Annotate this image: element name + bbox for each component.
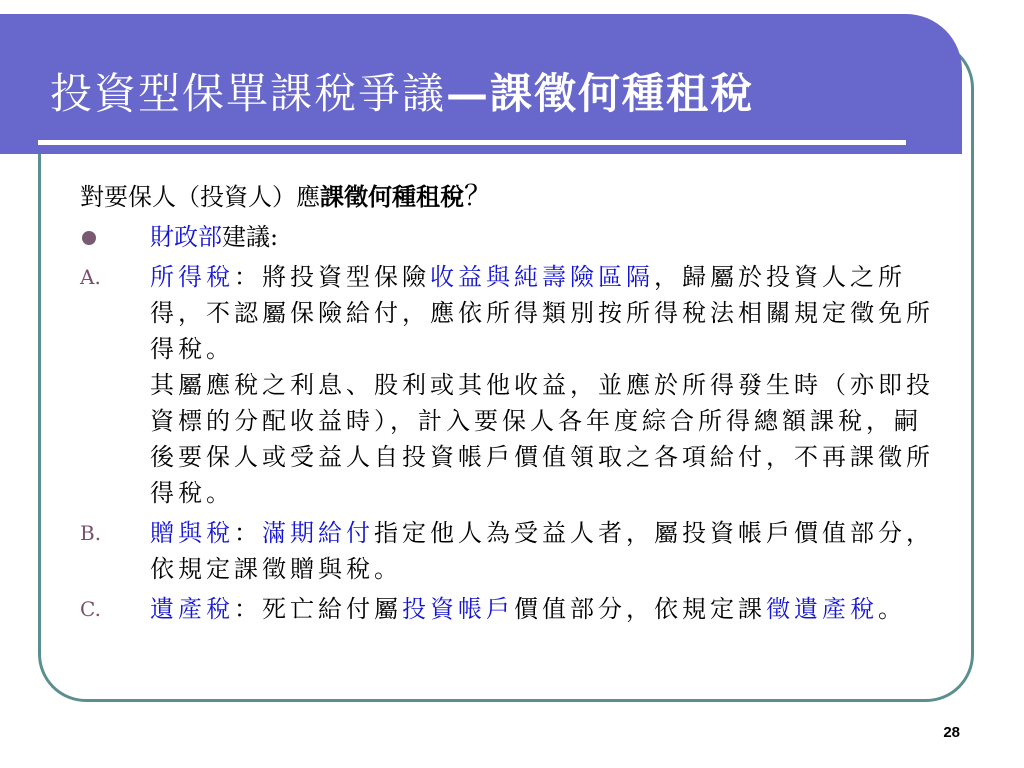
item-c-blue1: 投資帳戶: [402, 595, 514, 623]
item-a-marker: A.: [80, 265, 101, 289]
bullet-text: 建議:: [222, 223, 279, 251]
item-c-colon: ：: [234, 595, 262, 623]
item-a-text2: ，歸屬於投資人之所得，不認屬保險給付，應依所得類別按所得稅法相關規定徵免所得稅。: [150, 263, 934, 363]
page-number: 28: [943, 724, 960, 741]
bullet-item: [80, 219, 940, 255]
title-underline: [38, 140, 906, 145]
item-c-blue2: 徵遺產稅: [766, 595, 878, 623]
item-a-blue1: 收益與純壽險區隔: [430, 263, 654, 291]
title-bar: [0, 14, 962, 154]
item-a-text1: 將投資型保險: [262, 263, 430, 291]
item-b-term: 贈與稅: [150, 519, 234, 547]
item-a: [80, 259, 940, 511]
item-c-term: 遺產稅: [150, 595, 234, 623]
slide-content: [80, 178, 940, 631]
item-c-para: [150, 591, 940, 627]
intro-suffix: ？: [464, 179, 493, 212]
item-a-body: [150, 259, 940, 511]
item-a-colon: ：: [234, 263, 262, 291]
item-b-para: [150, 515, 940, 587]
title-emphasis: —課徵何種租稅: [446, 69, 755, 118]
slide-title: [50, 64, 930, 124]
item-a-para1: [150, 259, 940, 367]
item-b-colon: ：: [234, 519, 262, 547]
item-a-term: 所得稅: [150, 263, 234, 291]
title-text: 投資型保單課稅爭議: [50, 69, 447, 118]
intro-line: [80, 178, 940, 215]
item-c: [80, 591, 940, 627]
item-b-text1: 指定他人為受益人者，屬投資帳戶價值部分，依規定課徵贈與稅。: [150, 519, 934, 583]
intro-prefix: 對要保人（投資人）應: [80, 183, 320, 211]
item-b-body: [150, 515, 940, 587]
item-b: [80, 515, 940, 587]
item-c-text1: 死亡給付屬: [262, 595, 402, 623]
item-c-text2: 價值部分，依規定課: [514, 595, 766, 623]
item-b-blue1: 滿期給付: [262, 519, 374, 547]
item-c-body: [150, 591, 940, 627]
bullet-dot-icon: [82, 231, 96, 245]
item-c-text3: 。: [878, 595, 906, 623]
item-b-marker: B.: [80, 521, 102, 545]
intro-emphasis: 課徵何種租稅: [320, 182, 464, 211]
item-c-marker: C.: [80, 597, 101, 621]
bullet-blue-text: 財政部: [150, 223, 222, 251]
item-a-para2: 其屬應稅之利息、股利或其他收益，並應於所得發生時（亦即投資標的分配收益時），計入要保人各年度綜合所得總額課稅，嗣後要保人或受益人自投資帳戶價值領取之各項給付，不再課徵所得稅。: [150, 371, 934, 507]
